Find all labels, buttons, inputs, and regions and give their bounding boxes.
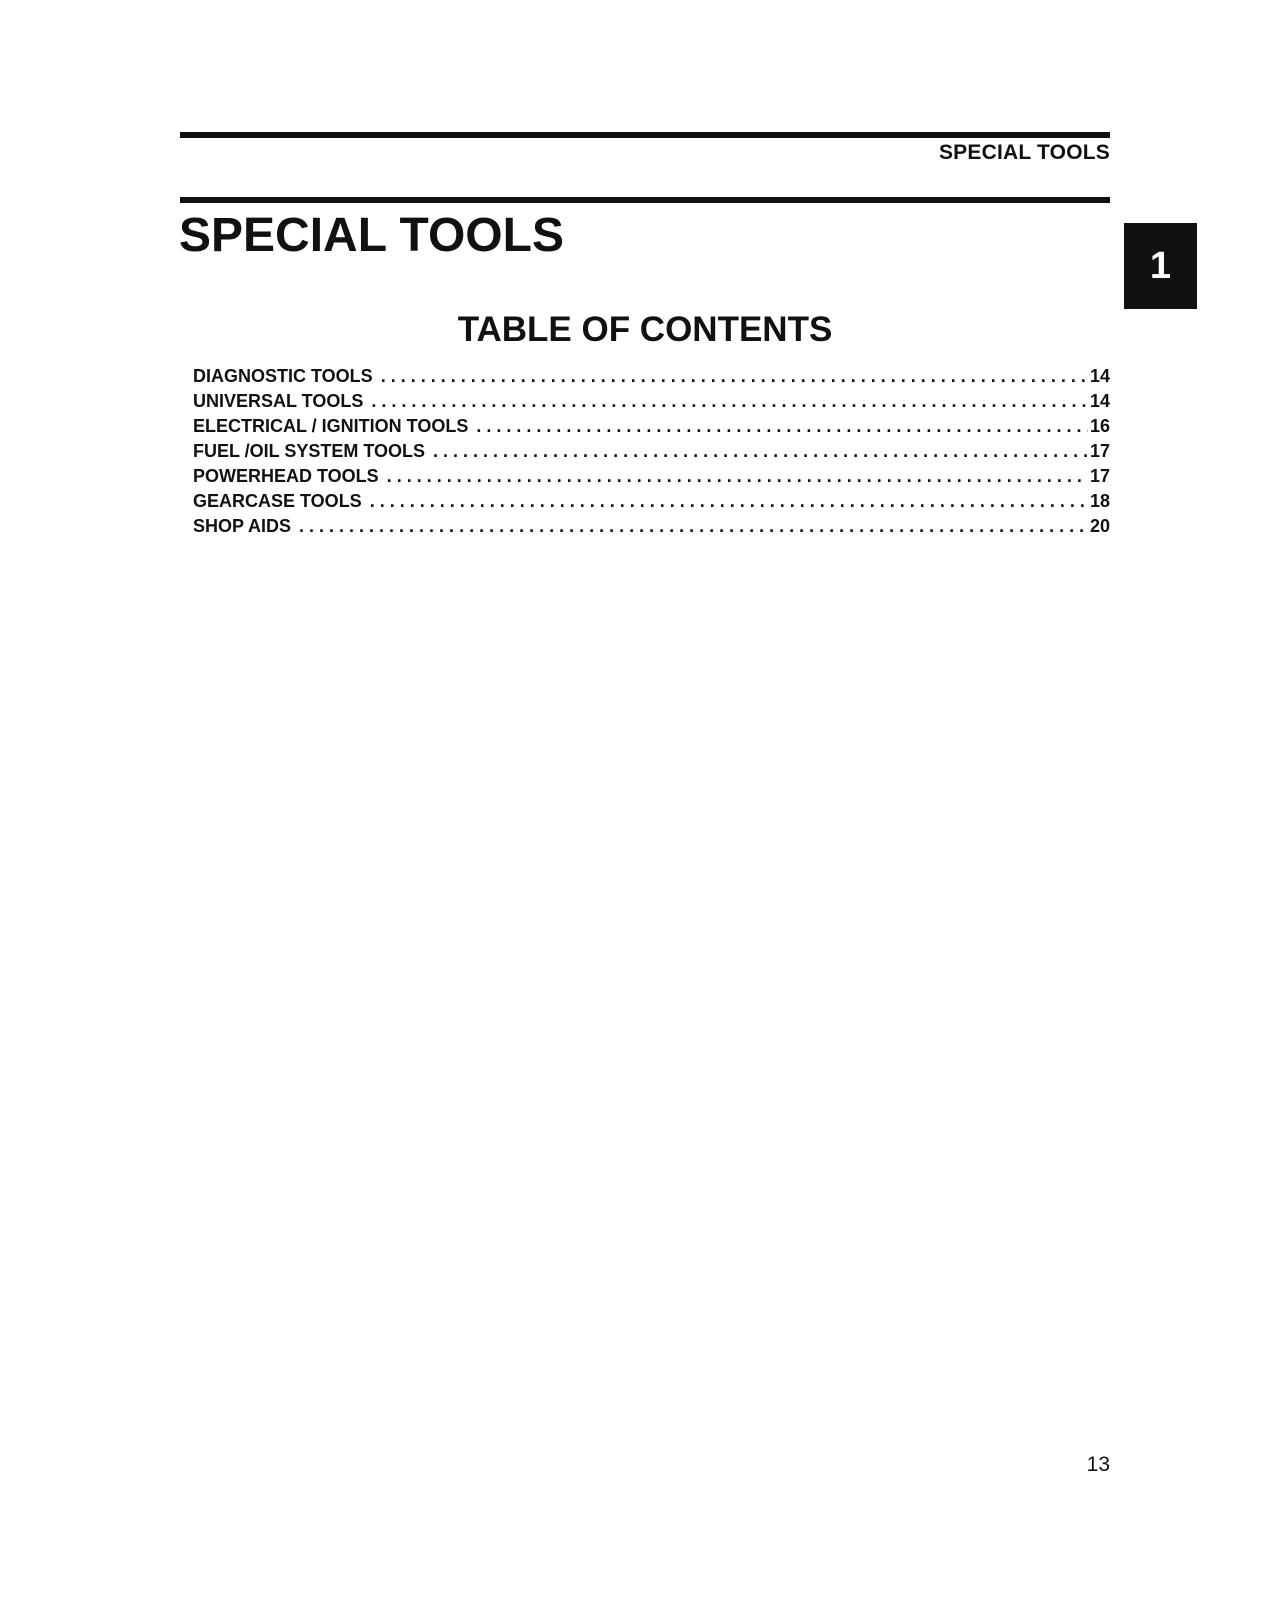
toc-entry-label: UNIVERSAL TOOLS (193, 391, 364, 411)
toc-entry-page: 17 (1089, 441, 1110, 461)
chapter-tab (1124, 223, 1197, 309)
page-number: 13 (1086, 1453, 1110, 1476)
toc-entry-label: ELECTRICAL / IGNITION TOOLS (193, 416, 469, 436)
chapter-tab-number: 1 (1149, 244, 1172, 287)
header-rule-bottom (180, 197, 1110, 203)
running-head: SPECIAL TOOLS (938, 141, 1110, 164)
toc-entry-electrical-ignition-tools[interactable] (193, 416, 1110, 441)
toc-leader-dots (433, 441, 1088, 462)
toc-entry-label: DIAGNOSTIC TOOLS (193, 366, 373, 386)
toc-leader-dots (299, 516, 1088, 537)
toc-entry-label: SHOP AIDS (193, 516, 292, 536)
toc-leader-dots (476, 416, 1088, 437)
toc-leader-dots (381, 366, 1088, 387)
toc-entry-label: GEARCASE TOOLS (193, 491, 362, 511)
toc-heading: TABLE OF CONTENTS (457, 310, 833, 349)
toc-entry-page: 16 (1089, 416, 1110, 436)
header-rule-top (180, 132, 1110, 138)
toc-entry-diagnostic-tools[interactable] (193, 366, 1110, 391)
toc-leader-dots (387, 466, 1088, 487)
toc-entry-page: 18 (1089, 491, 1110, 511)
toc-entry-powerhead-tools[interactable] (193, 466, 1110, 491)
toc-entry-page: 17 (1089, 466, 1110, 486)
toc-entry-page: 14 (1089, 391, 1110, 411)
toc-entry-shop-aids[interactable] (193, 516, 1110, 541)
toc-entry-universal-tools[interactable] (193, 391, 1110, 416)
chapter-title: SPECIAL TOOLS (179, 209, 564, 262)
toc-list (193, 366, 1110, 541)
toc-entry-fuel-oil-system-tools[interactable] (193, 441, 1110, 466)
toc-entry-gearcase-tools[interactable] (193, 491, 1110, 516)
toc-entry-page: 14 (1089, 366, 1110, 386)
toc-leader-dots (371, 391, 1088, 412)
toc-entry-page: 20 (1089, 516, 1110, 536)
toc-leader-dots (370, 491, 1088, 512)
toc-entry-label: FUEL /OIL SYSTEM TOOLS (193, 441, 426, 461)
toc-entry-label: POWERHEAD TOOLS (193, 466, 379, 486)
